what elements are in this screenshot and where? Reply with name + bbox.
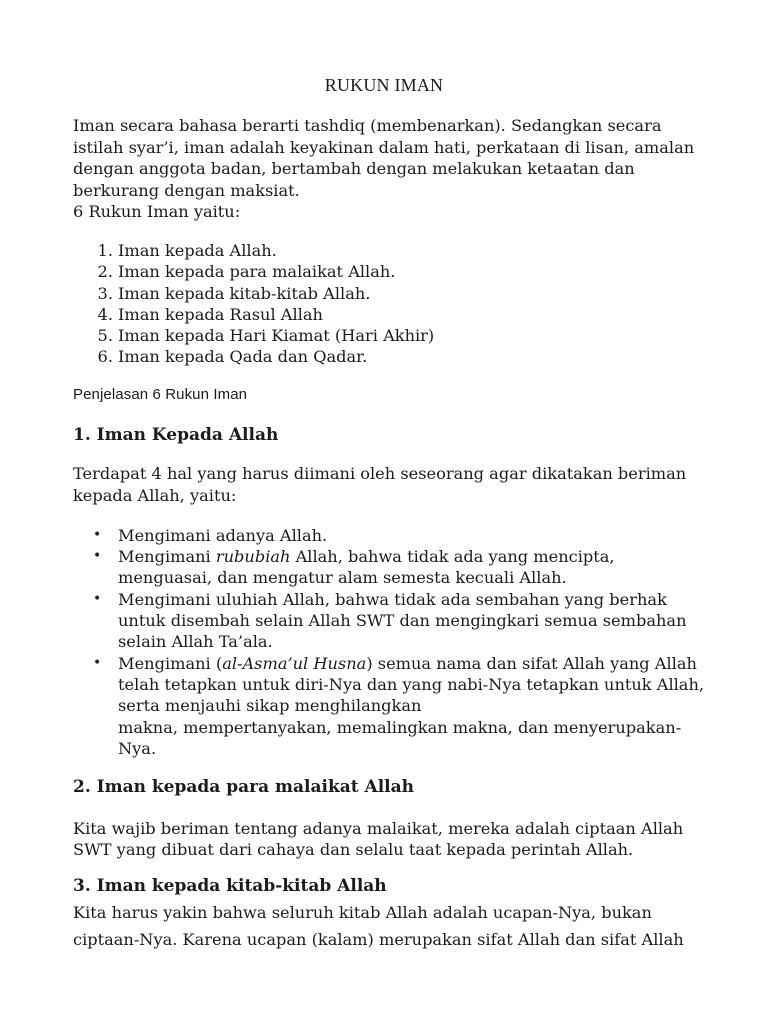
- bullet-line: Mengimani uluhiah Allah, bahwa tidak ada sembahan yang berhak: [118, 590, 667, 609]
- list-number: 4.: [97, 305, 113, 324]
- list-item-text: Iman kepada para malaikat Allah.: [118, 262, 396, 281]
- list-item-text: Iman kepada Rasul Allah: [118, 305, 323, 324]
- bullet-marker: •: [93, 527, 102, 543]
- paragraph-line: ciptaan-Nya. Karena ucapan (kalam) merupakan sifat Allah dan sifat Allah: [73, 930, 684, 949]
- list-item-text: Iman kepada Qada dan Qadar.: [118, 347, 368, 366]
- paragraph-line: Kita wajib beriman tentang adanya malaikat, mereka adalah ciptaan Allah: [73, 819, 684, 838]
- bullet-marker: •: [93, 548, 102, 564]
- paragraph-line: Kita harus yakin bahwa seluruh kitab Allah adalah ucapan-Nya, bukan: [73, 903, 652, 922]
- bullet-emphasis: rububiah: [215, 547, 291, 566]
- document-title: RUKUN IMAN: [324, 75, 444, 95]
- bullet-line: [118, 546, 615, 567]
- intro-line: 6 Rukun Iman yaitu:: [73, 202, 241, 221]
- bullet-marker: •: [93, 655, 102, 671]
- paragraph-line: Terdapat 4 hal yang harus diimani oleh seseorang agar dikatakan beriman: [73, 464, 687, 483]
- list-item: [97, 283, 371, 304]
- list-number: 5.: [97, 326, 113, 345]
- bullet-text: Allah, bahwa tidak ada yang mencipta,: [290, 547, 615, 566]
- bullet-marker: •: [93, 591, 102, 607]
- list-item: [97, 346, 368, 367]
- bullet-line: untuk disembah selain Allah SWT dan mengingkari semua sembahan: [118, 611, 687, 630]
- list-item-text: Iman kepada kitab-kitab Allah.: [118, 284, 371, 303]
- intro-line: berkurang dengan maksiat.: [73, 181, 300, 200]
- section-heading: 3. Iman kepada kitab-kitab Allah: [73, 876, 387, 896]
- list-item-text: Iman kepada Allah.: [118, 241, 277, 260]
- bullet-text: ) semua nama dan sifat Allah yang Allah: [366, 654, 697, 673]
- intro-line: istilah syar’i, iman adalah keyakinan dalam hati, perkataan di lisan, amalan: [73, 138, 695, 157]
- bullet-line: menguasai, dan mengatur alam semesta kecuali Allah.: [118, 568, 567, 587]
- list-number: 1.: [97, 241, 113, 260]
- section-heading: 1. Iman Kepada Allah: [73, 425, 279, 445]
- list-item: [97, 325, 435, 346]
- list-number: 3.: [97, 284, 113, 303]
- bullet-line: Nya.: [118, 739, 157, 758]
- section-heading: 2. Iman kepada para malaikat Allah: [73, 777, 414, 797]
- bullet-line: serta menjauhi sikap menghilangkan: [118, 696, 422, 715]
- bullet-emphasis: al-Asma’ul Husna: [222, 654, 367, 673]
- list-number: 6.: [97, 347, 113, 366]
- bullet-line: Mengimani adanya Allah.: [118, 526, 328, 545]
- bullet-text: Mengimani: [118, 547, 216, 566]
- paragraph-line: kepada Allah, yaitu:: [73, 486, 237, 505]
- list-item-text: Iman kepada Hari Kiamat (Hari Akhir): [118, 326, 435, 345]
- list-item: [97, 240, 277, 261]
- list-number: 2.: [97, 262, 113, 281]
- bullet-line: selain Allah Ta’ala.: [118, 632, 273, 651]
- list-item: [97, 304, 323, 325]
- intro-line: Iman secara bahasa berarti tashdiq (membenarkan). Sedangkan secara: [73, 116, 662, 135]
- bullet-text: Mengimani (: [118, 654, 223, 673]
- bullet-line: makna, mempertanyakan, memalingkan makna, dan menyerupakan-: [118, 718, 682, 737]
- bullet-line: telah tetapkan untuk diri-Nya dan yang nabi-Nya tetapkan untuk Allah,: [118, 675, 705, 694]
- bullet-line: [118, 653, 697, 674]
- paragraph-line: SWT yang dibuat dari cahaya dan selalu taat kepada perintah Allah.: [73, 840, 634, 859]
- section-label: Penjelasan 6 Rukun Iman: [73, 386, 248, 403]
- intro-line: dengan anggota badan, bertambah dengan melakukan ketaatan dan: [73, 159, 635, 178]
- list-item: [97, 261, 396, 282]
